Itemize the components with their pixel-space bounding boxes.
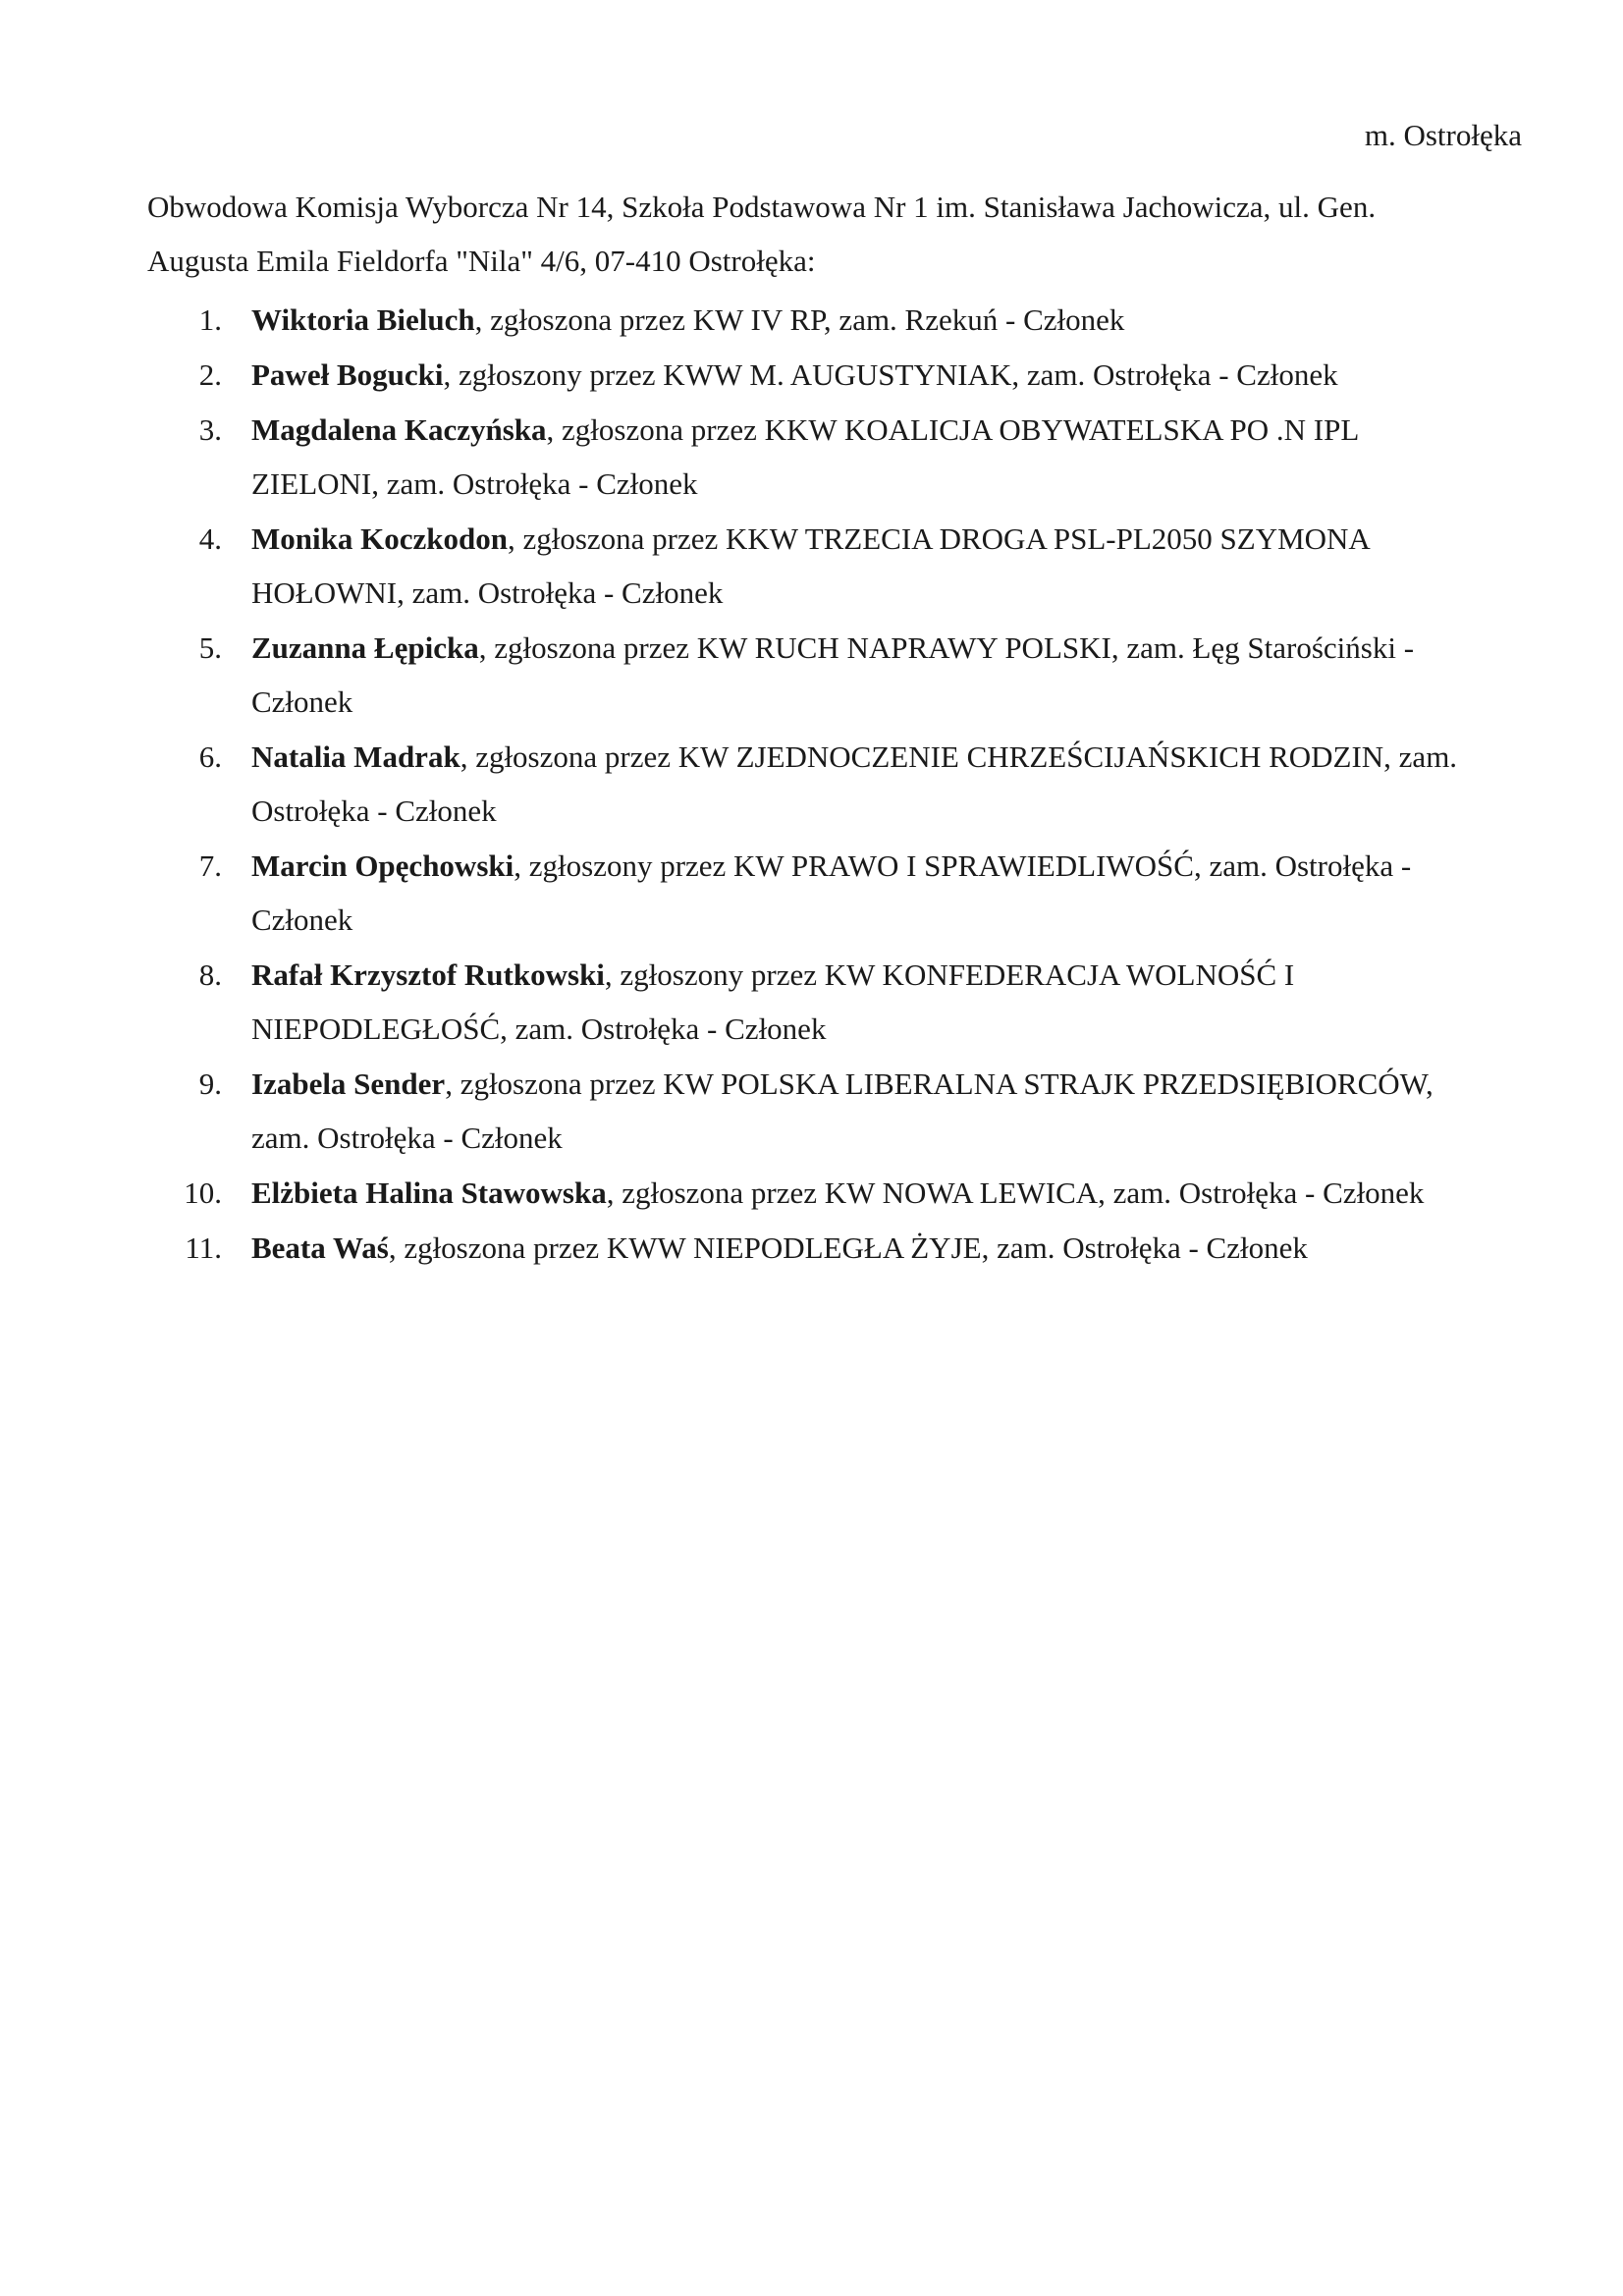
- members-list: [147, 293, 1463, 1276]
- member-number: 2.: [198, 357, 222, 392]
- member-name: Paweł Bogucki: [251, 357, 444, 392]
- member-number: 10.: [184, 1175, 222, 1210]
- member-name: Monika Koczkodon: [251, 521, 508, 556]
- member-name: Marcin Opęchowski: [251, 848, 514, 883]
- member-details: , zgłoszony przez KWW M. AUGUSTYNIAK, zam. Ostrołęka - Członek: [443, 357, 1338, 392]
- commission-title: Obwodowa Komisja Wyborcza Nr 14, Szkoła Podstawowa Nr 1 im. Stanisława Jachowicza, ul. Gen. Augusta Emila Fieldorfa "Nila" 4/6, 07-410 Ostrołęka:: [147, 190, 1377, 278]
- member-item: [147, 1057, 1463, 1165]
- member-details: , zgłoszony przez KW PRAWO I SPRAWIEDLIWOŚĆ, zam. Ostrołęka - Członek: [251, 848, 1412, 937]
- member-details: , zgłoszona przez KW POLSKA LIBERALNA STRAJK PRZEDSIĘBIORCÓW, zam. Ostrołęka - Członek: [251, 1066, 1434, 1155]
- member-item: [147, 621, 1463, 729]
- member-number: 1.: [198, 302, 222, 337]
- member-name: Beata Waś: [251, 1230, 389, 1265]
- member-number: 5.: [198, 630, 222, 665]
- member-item: [147, 730, 1463, 838]
- member-details: , zgłoszona przez KW NOWA LEWICA, zam. Ostrołęka - Członek: [606, 1175, 1425, 1210]
- member-details: , zgłoszona przez KW RUCH NAPRAWY POLSKI, zam. Łęg Starościński - Członek: [251, 630, 1415, 719]
- member-name: Rafał Krzysztof Rutkowski: [251, 957, 605, 992]
- member-number: 4.: [198, 521, 222, 556]
- member-number: 8.: [198, 957, 222, 992]
- member-details: , zgłoszona przez KW ZJEDNOCZENIE CHRZEŚCIJAŃSKICH RODZIN, zam. Ostrołęka - Członek: [251, 739, 1458, 828]
- location-header: m. Ostrołęka: [1364, 118, 1522, 152]
- member-name: Izabela Sender: [251, 1066, 446, 1101]
- member-name: Magdalena Kaczyńska: [251, 412, 547, 447]
- member-details: , zgłoszona przez KKW TRZECIA DROGA PSL-PL2050 SZYMONA HOŁOWNI, zam. Ostrołęka - Członek: [251, 521, 1370, 610]
- member-number: 11.: [185, 1230, 222, 1265]
- member-item: [147, 512, 1463, 620]
- member-item: [147, 348, 1463, 402]
- member-details: , zgłoszona przez KKW KOALICJA OBYWATELSKA PO .N IPL ZIELONI, zam. Ostrołęka - Członek: [251, 412, 1359, 501]
- member-name: Natalia Madrak: [251, 739, 460, 774]
- member-item: [147, 293, 1463, 347]
- member-details: , zgłoszony przez KW KONFEDERACJA WOLNOŚĆ I NIEPODLEGŁOŚĆ, zam. Ostrołęka - Członek: [251, 957, 1295, 1046]
- member-item: [147, 1221, 1463, 1275]
- member-item: [147, 948, 1463, 1056]
- member-number: 3.: [198, 412, 222, 447]
- member-item: [147, 839, 1463, 947]
- member-number: 9.: [198, 1066, 222, 1101]
- member-item: [147, 403, 1463, 511]
- member-name: Zuzanna Łępicka: [251, 630, 479, 665]
- member-number: 6.: [198, 739, 222, 774]
- member-name: Wiktoria Bieluch: [251, 302, 475, 337]
- member-item: [147, 1166, 1463, 1220]
- member-details: , zgłoszona przez KWW NIEPODLEGŁA ŻYJE, zam. Ostrołęka - Członek: [388, 1230, 1308, 1265]
- member-details: , zgłoszona przez KW IV RP, zam. Rzekuń - Członek: [474, 302, 1125, 337]
- member-name: Elżbieta Halina Stawowska: [251, 1175, 607, 1210]
- member-number: 7.: [198, 848, 222, 883]
